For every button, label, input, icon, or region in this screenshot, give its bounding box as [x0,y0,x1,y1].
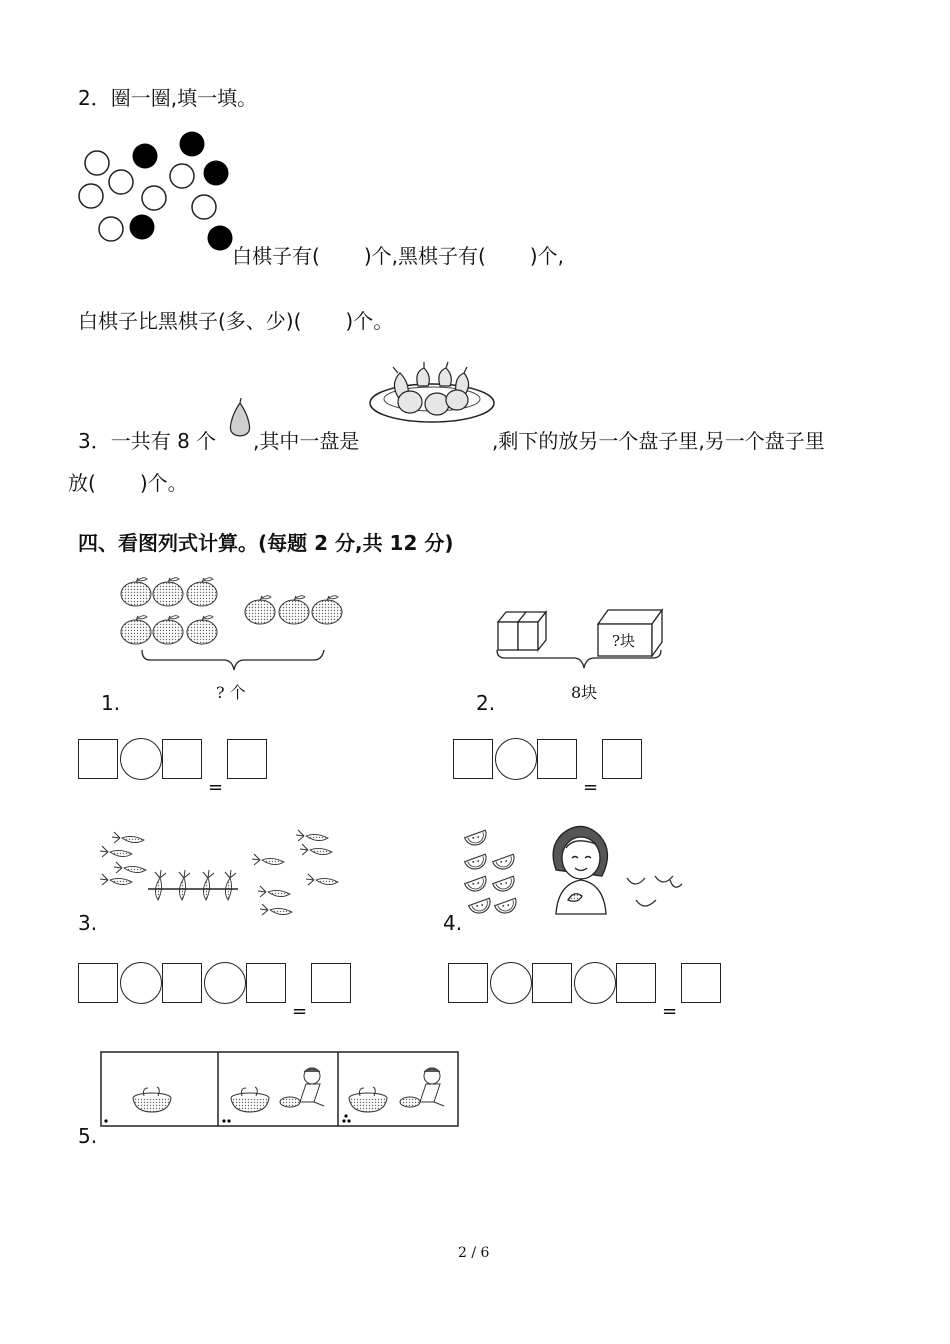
p2-caption: 8块 [571,683,598,702]
p3-number: 3. [78,911,98,935]
section-4-heading: 四、看图列式计算。(每题 2 分,共 12 分) [78,531,454,555]
p4-number: 4. [443,911,463,935]
q2-line1-text-b: )个,黑棋子有( [363,244,486,268]
page-number: 2 / 6 [458,1245,490,1261]
q3-line2-text-b: )个。 [139,471,188,495]
q3-text-b: ,其中一盘是 [253,429,360,453]
p5-number: 5. [78,1124,98,1148]
p2-unknown-label: ?块 [612,632,636,650]
q2-line1-text-c: )个, [529,244,564,268]
q3-text-c: ,剩下的放另一个盘子里,另一个盘子里 [492,429,825,453]
p1-caption: ? 个 [216,683,246,702]
q2-title: 2．圈一圈,填一填。 [78,86,258,110]
q2-line2-text-a: 白棋子比黑棋子(多、少)( [78,309,302,333]
p1-number: 1. [101,691,121,715]
p1-equals: = [208,777,224,798]
q3-line2-text-a: 放( [68,471,96,495]
q2-line1-text-a: 白棋子有( [232,244,320,268]
q3-text-a: 3．一共有 8 个 [78,429,217,453]
panel-frame [101,1052,458,1126]
p2-equals: = [583,777,599,798]
p2-number: 2. [476,691,496,715]
p4-equals: = [662,1001,678,1022]
p3-equals: = [292,1001,308,1022]
q2-line2-text-b: )个。 [345,309,394,333]
